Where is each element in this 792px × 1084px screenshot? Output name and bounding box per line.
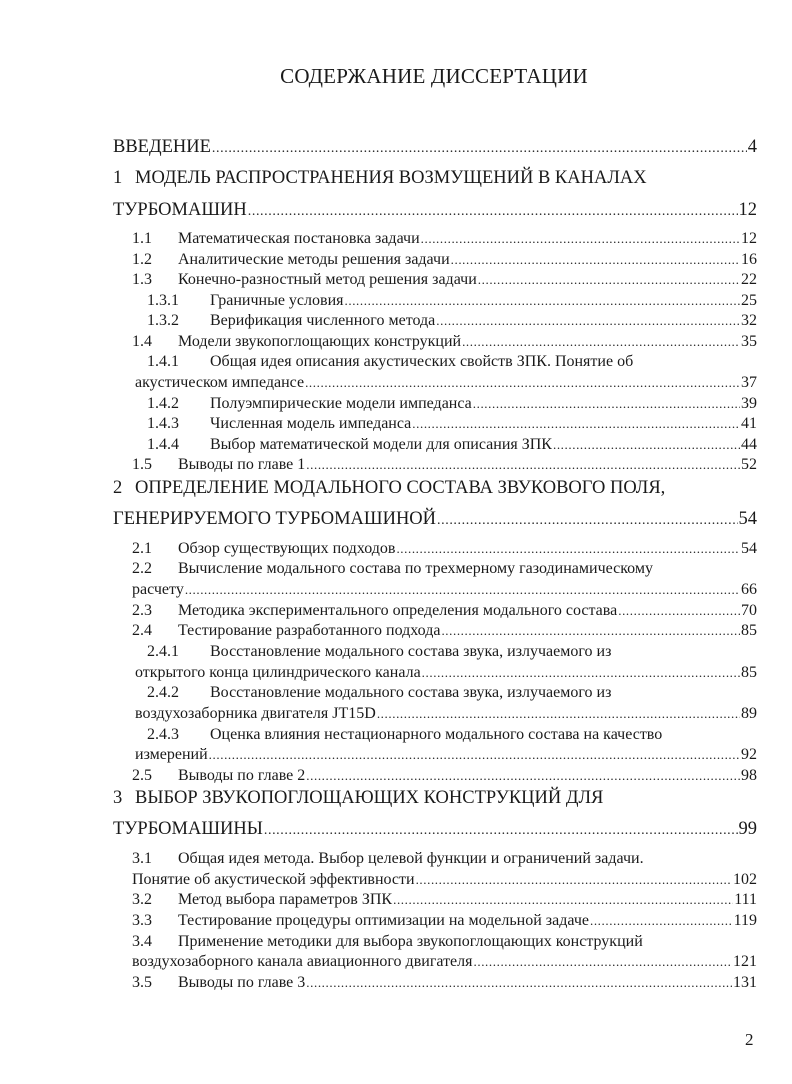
page-ref: 12 [741, 230, 757, 247]
dot-leader [305, 372, 740, 394]
toc-entry [135, 703, 757, 725]
section-title: воздухозаборника двигателя JT15D [135, 705, 376, 722]
dot-leader [212, 134, 747, 162]
section-number: 1.1 [132, 230, 152, 247]
section-number: 2.1 [132, 540, 152, 557]
section-title: ОПРЕДЕЛЕНИЕ МОДАЛЬНОГО СОСТАВА ЗВУКОВОГО ПОЛЯ, [135, 478, 666, 498]
page-ref: 32 [741, 312, 757, 329]
section-title: открытого конца цилиндрического канала [135, 664, 421, 681]
section-title: Выбор математической модели для описания ЗПК [210, 436, 552, 453]
page-title: СОДЕРЖАНИЕ ДИССЕРТАЦИИ [280, 64, 588, 88]
section-title: Восстановление модального состава звука, излучаемого из [210, 684, 612, 701]
page-ref: 131 [733, 974, 757, 991]
toc-entry [132, 331, 757, 353]
section-title: Общая идея описания акустических свойств ЗПК. Понятие об [210, 353, 634, 370]
section-title: Обзор существующих подходов [178, 540, 396, 557]
section-number: 1.5 [132, 456, 152, 473]
page-ref: 102 [733, 871, 757, 888]
toc-entry-line [132, 558, 653, 580]
section-number: 1.4.3 [147, 415, 179, 432]
toc-entry [132, 600, 757, 622]
page-ref: 119 [733, 912, 757, 929]
section-number: 1.3.1 [147, 292, 179, 309]
dot-leader [264, 816, 738, 844]
section-number: 2.5 [132, 767, 152, 784]
section-number: 3.1 [132, 850, 152, 867]
dot-leader [451, 249, 740, 271]
toc-entry [113, 197, 757, 223]
toc-entry-line [147, 351, 633, 373]
section-title: воздухозаборного канала авиационного двигателя [132, 953, 473, 970]
section-title: Применение методики для выбора звукопоглощающих конструкций [178, 933, 643, 950]
section-title: Модели звукопоглощающих конструкций [178, 333, 462, 350]
section-number: 1.4.1 [147, 353, 179, 370]
section-title: Общая идея метода. Выбор целевой функции и ограничений задачи. [178, 850, 644, 867]
toc-entry [132, 765, 757, 787]
dot-leader [393, 889, 733, 911]
toc-entry [113, 506, 757, 532]
toc-entry [132, 869, 757, 891]
dot-leader [553, 434, 740, 456]
page-ref: 44 [741, 436, 757, 453]
toc-entry-line [147, 641, 611, 663]
toc-entry-line [132, 931, 643, 953]
dot-leader [248, 197, 738, 225]
toc-entry [113, 816, 757, 842]
page-ref: 85 [741, 664, 757, 681]
page-ref: 22 [741, 271, 757, 288]
section-number: 2.4.3 [147, 726, 179, 743]
page-ref: 54 [741, 540, 757, 557]
dot-leader [306, 972, 732, 994]
toc-entry [135, 744, 757, 766]
toc-entry [135, 662, 757, 684]
toc-entry-line [113, 475, 665, 501]
toc-entry [132, 269, 757, 291]
page-ref: 37 [741, 374, 757, 391]
toc-entry [132, 889, 757, 911]
section-number: 1.4.2 [147, 395, 179, 412]
page-ref: 52 [741, 456, 757, 473]
toc-entry-line [147, 724, 662, 746]
section-title: Граничные условия [210, 292, 344, 309]
section-title: Математическая постановка задачи [178, 230, 420, 247]
toc-entry [135, 372, 757, 394]
section-title: расчету [132, 581, 184, 598]
page-ref: 99 [738, 819, 757, 839]
toc-entry-line [113, 785, 603, 811]
section-title: измерений [135, 746, 208, 763]
toc-entry [132, 538, 757, 560]
toc-entry [132, 620, 757, 642]
section-title: МОДЕЛЬ РАСПРОСТРАНЕНИЯ ВОЗМУЩЕНИЙ В КАНАЛАХ [135, 168, 647, 188]
section-number: 3.2 [132, 891, 152, 908]
toc-entry [132, 910, 757, 932]
section-title: Метод выбора параметров ЗПК [178, 891, 393, 908]
dot-leader [618, 600, 740, 622]
toc-entry [132, 228, 757, 250]
section-title: ТУРБОМАШИНЫ [113, 819, 263, 839]
toc-entry-line [147, 682, 611, 704]
section-number: 2.2 [132, 560, 152, 577]
section-title: Конечно-разностный метод решения задачи [178, 271, 477, 288]
section-title: Вычисление модального состава по трехмерному газодинамическому [178, 560, 653, 577]
toc-entry-line [132, 848, 644, 870]
page-ref: 35 [741, 333, 757, 350]
section-title: Тестирование процедуры оптимизации на модельной задаче [178, 912, 589, 929]
section-number: 2.4.1 [147, 643, 179, 660]
section-number: 3.4 [132, 933, 152, 950]
dot-leader [209, 744, 740, 766]
toc-entry [132, 454, 757, 476]
dot-leader [306, 765, 740, 787]
page-ref: 70 [741, 602, 757, 619]
dot-leader [478, 269, 740, 291]
dot-leader [396, 538, 740, 560]
section-number: 1.4 [132, 333, 152, 350]
toc-entry [147, 290, 757, 312]
section-title: Методика экспериментального определения модального состава [178, 602, 618, 619]
page-ref: 16 [741, 251, 757, 268]
dot-leader [421, 228, 740, 250]
section-title: Выводы по главе 2 [178, 767, 306, 784]
section-title: Численная модель импеданса [210, 415, 412, 432]
page-ref: 85 [741, 622, 757, 639]
section-number: 2 [113, 478, 123, 498]
dot-leader [474, 951, 733, 973]
section-title: ГЕНЕРИРУЕМОГО ТУРБОМАШИНОЙ [113, 509, 437, 529]
toc-entry [147, 434, 757, 456]
section-title: ТУРБОМАШИН [113, 200, 247, 220]
toc-entry [132, 579, 757, 601]
section-number: 1.3 [132, 271, 152, 288]
section-title: Тестирование разработанного подхода [178, 622, 441, 639]
dot-leader [416, 869, 732, 891]
section-number: 2.4 [132, 622, 152, 639]
toc-entry [147, 393, 757, 415]
section-number: 2.4.2 [147, 684, 179, 701]
section-number: 3 [113, 788, 123, 808]
toc-entry [147, 413, 757, 435]
section-title: Оценка влияния нестационарного модального состава на качество [210, 726, 663, 743]
section-title: акустическом импедансе [135, 374, 305, 391]
section-number: 1.2 [132, 251, 152, 268]
toc-entry-line [113, 165, 647, 191]
dot-leader [377, 703, 740, 725]
page-ref: 25 [741, 292, 757, 309]
dot-leader [590, 910, 733, 932]
section-title: Выводы по главе 3 [178, 974, 306, 991]
section-number: 3.3 [132, 912, 152, 929]
section-title: Восстановление модального состава звука, излучаемого из [210, 643, 612, 660]
page-number: 2 [745, 1030, 754, 1049]
page-ref: 89 [741, 705, 757, 722]
dot-leader [437, 506, 737, 534]
dot-leader [422, 662, 740, 684]
page-ref: 12 [738, 200, 757, 220]
section-title: Понятие об акустической эффективности [132, 871, 415, 888]
dot-leader [306, 454, 740, 476]
dot-leader [436, 310, 740, 332]
toc-entry [132, 249, 757, 271]
toc-entry [113, 134, 757, 160]
section-number: 3.5 [132, 974, 152, 991]
page-ref: 41 [741, 415, 757, 432]
section-number: 1.4.4 [147, 436, 179, 453]
page-ref: 39 [741, 395, 757, 412]
page-ref: 98 [741, 767, 757, 784]
section-number: 1.3.2 [147, 312, 179, 329]
section-title: ВВЕДЕНИЕ [113, 137, 211, 157]
section-title: Аналитические методы решения задачи [178, 251, 450, 268]
page-ref: 111 [734, 891, 757, 908]
toc-entry [147, 310, 757, 332]
page-ref: 54 [738, 509, 757, 529]
dot-leader [462, 331, 740, 353]
page-ref: 121 [733, 953, 757, 970]
section-title: ВЫБОР ЗВУКОПОГЛОЩАЮЩИХ КОНСТРУКЦИЙ ДЛЯ [135, 788, 604, 808]
toc-entry [132, 951, 757, 973]
toc-entry [132, 972, 757, 994]
dot-leader [412, 413, 740, 435]
section-number: 1 [113, 168, 123, 188]
page-ref: 92 [741, 746, 757, 763]
page-ref: 4 [747, 137, 757, 157]
section-title: Полуэмпирические модели импеданса [210, 395, 472, 412]
dot-leader [473, 393, 740, 415]
dot-leader [185, 579, 740, 601]
section-title: Верификация численного метода [210, 312, 436, 329]
section-title: Выводы по главе 1 [178, 456, 306, 473]
section-number: 2.3 [132, 602, 152, 619]
page-ref: 66 [741, 581, 757, 598]
dot-leader [441, 620, 740, 642]
dot-leader [345, 290, 741, 312]
